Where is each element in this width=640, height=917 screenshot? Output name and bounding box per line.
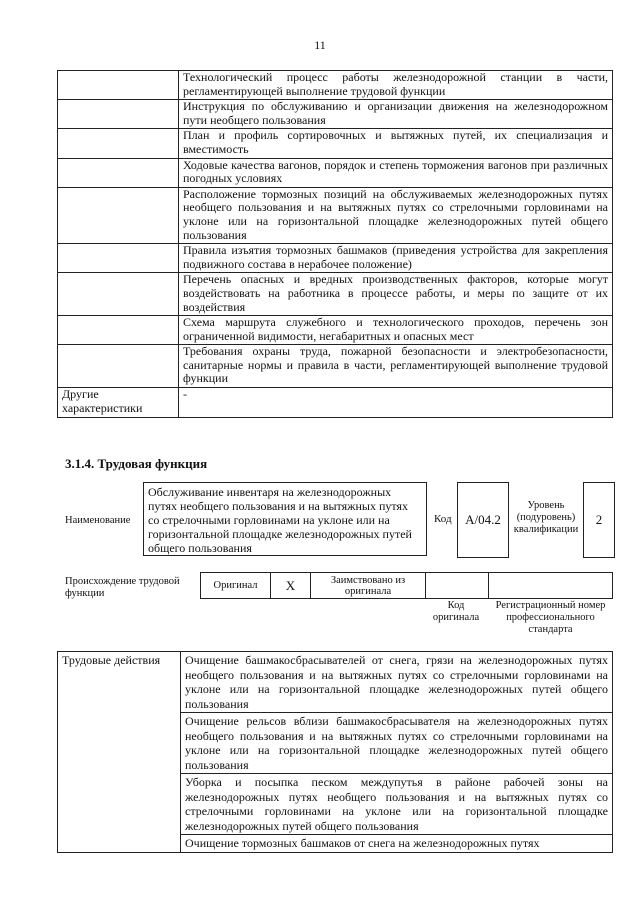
code-value-box: А/04.2 (457, 482, 509, 558)
code-original-caption: Код оригинала (432, 600, 480, 623)
code-label: Код (434, 513, 452, 525)
original-mark: X (271, 573, 311, 599)
table-row: Перечень опасных и вредных производственных факторов, которые могут воздействовать на работника в процессе работы, и меры по защите от их воздействия (179, 273, 613, 316)
table-label-cell (58, 158, 179, 187)
table-label-cell (58, 71, 179, 100)
level-label: Уровень (подуровень) квалификации (513, 500, 579, 535)
table-row: Очищение башмакосбрасывателей от снега, грязи на железнодорожных путях необщего пользования и на вытяжных путях со стрелочными горловинами на уклоне или на горизонтальной площадке железнодорожных путей общего пользования (181, 652, 613, 713)
other-characteristics-label: Другие характеристики (58, 388, 179, 418)
labor-actions-label: Трудовые действия (58, 652, 181, 853)
table-row: Инструкция по обслуживанию и организации движения на железнодорожном пути необщего пользования (179, 100, 613, 129)
origin-label: Происхождение трудовой функции (65, 576, 180, 599)
page-number: 11 (314, 38, 326, 52)
table-row: Требования охраны труда, пожарной безопасности и электробезопасности, санитарные нормы и правила в части, регламентирующей выполнение трудовой функции (179, 345, 613, 388)
labor-actions-table (57, 651, 613, 853)
table-row: Технологический процесс работы железнодорожной станции в части, регламентирующей выполнение трудовой функции (179, 71, 613, 100)
borrowed-cell: Заимствовано из оригинала (311, 573, 426, 599)
table-label-cell (58, 345, 179, 388)
name-label: Наименование (65, 515, 131, 526)
registration-number-caption: Регистрационный номер профессионального стандарта (495, 600, 606, 635)
origin-table (200, 572, 613, 599)
function-name-box: Обслуживание инвентаря на железнодорожных путях необщего пользования и на вытяжных путях со стрелочными горловинами на уклоне или на горизонтальной площадке железнодорожных путей общего пользования (143, 482, 427, 556)
table-label-cell (58, 316, 179, 345)
section-title: 3.1.4. Трудовая функция (65, 456, 208, 471)
original-code-cell (426, 573, 489, 599)
table-row: Уборка и посыпка песком междупутья в районе рабочей зоны на железнодорожных путях необщего пользования и на вытяжных путях со стрелочными горловинами на уклоне или на горизонтальной площадке железнодорожных путей общего пользования (181, 774, 613, 835)
table-label-cell (58, 129, 179, 158)
table-row: План и профиль сортировочных и вытяжных путей, их специализация и вместимость (179, 129, 613, 158)
table-label-cell (58, 244, 179, 273)
original-cell: Оригинал (201, 573, 271, 599)
knowledge-table (57, 70, 613, 418)
level-value-box: 2 (583, 482, 615, 558)
table-row: Очищение рельсов вблизи башмакосбрасывателя на железнодорожных путях необщего пользования и на вытяжных путях со стрелочными горловинами на уклоне или на горизонтальной площадке железнодорожных путей общего пользования (181, 713, 613, 774)
other-characteristics-value: - (179, 388, 613, 418)
registration-number-cell (489, 573, 613, 599)
table-row: Схема маршрута служебного и технологического проходов, перечень зон ограниченной видимости, негабаритных и опасных мест (179, 316, 613, 345)
table-row: Очищение тормозных башмаков от снега на железнодорожных путях (181, 835, 613, 853)
table-label-cell (58, 273, 179, 316)
table-label-cell (58, 100, 179, 129)
table-row: Ходовые качества вагонов, порядок и степень торможения вагонов при различных погодных условиях (179, 158, 613, 187)
table-row: Правила изъятия тормозных башмаков (приведения устройства для закрепления подвижного состава в нерабочее положение) (179, 244, 613, 273)
table-row: Расположение тормозных позиций на обслуживаемых железнодорожных путях необщего пользования и на вытяжных путях со стрелочными горловинами на уклоне или на горизонтальной площадке железнодорожных путей общего пользования (179, 187, 613, 243)
table-label-cell (58, 187, 179, 243)
